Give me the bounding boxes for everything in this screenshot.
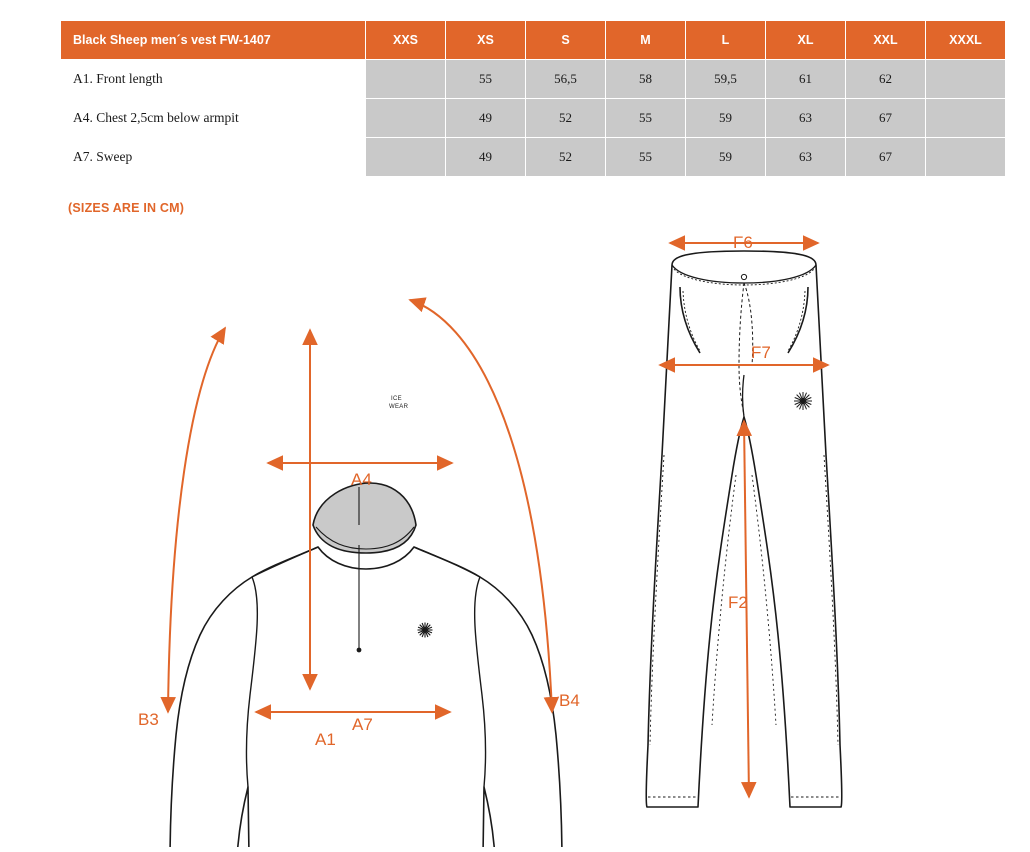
brand-name-line1: ICE xyxy=(391,396,402,402)
table-row xyxy=(61,99,1006,138)
measurement-value: 49 xyxy=(446,99,526,138)
label-b4: B4 xyxy=(559,691,580,710)
size-chart-table xyxy=(60,20,1006,177)
label-b3: B3 xyxy=(138,710,159,729)
measurement-value: 52 xyxy=(526,138,606,177)
measurement-label: A4. Chest 2,5cm below armpit xyxy=(61,99,366,138)
measurement-value xyxy=(926,99,1006,138)
units-note: (SIZES ARE IN CM) xyxy=(68,201,185,215)
label-f2: F2 xyxy=(728,593,748,612)
measurement-value xyxy=(926,60,1006,99)
brand-name-line2: WEAR xyxy=(389,404,409,410)
size-header-xl: XL xyxy=(766,21,846,60)
measurement-value xyxy=(366,60,446,99)
measurement-value: 55 xyxy=(606,138,686,177)
measurement-value: 59 xyxy=(686,99,766,138)
trousers-outline xyxy=(646,251,841,807)
diagram-svg xyxy=(0,225,1030,847)
collar-shape xyxy=(313,483,416,553)
size-header-xxl: XXL xyxy=(846,21,926,60)
measurement-diagrams xyxy=(0,225,1030,847)
measurement-value: 59 xyxy=(686,138,766,177)
measurement-value: 67 xyxy=(846,99,926,138)
label-a4: A4 xyxy=(351,470,372,489)
measurement-label: A7. Sweep xyxy=(61,138,366,177)
trousers-drawing xyxy=(646,251,841,807)
label-a7: A7 xyxy=(352,715,373,734)
measurement-value: 62 xyxy=(846,60,926,99)
label-f7: F7 xyxy=(751,343,771,362)
table-row xyxy=(61,60,1006,99)
size-header-l: L xyxy=(686,21,766,60)
size-header-xxxl: XXXL xyxy=(926,21,1006,60)
measurement-value: 49 xyxy=(446,138,526,177)
label-a1: A1 xyxy=(315,730,336,749)
size-header-m: M xyxy=(606,21,686,60)
zipper-pull xyxy=(357,648,362,653)
table-body xyxy=(61,60,1006,177)
measurement-value: 61 xyxy=(766,60,846,99)
measurement-value: 67 xyxy=(846,138,926,177)
measurement-value: 55 xyxy=(446,60,526,99)
measurement-value xyxy=(366,99,446,138)
measurement-value xyxy=(366,138,446,177)
body-outline xyxy=(170,547,562,847)
measurement-value: 58 xyxy=(606,60,686,99)
table-header-row xyxy=(61,21,1006,60)
size-header-xxs: XXS xyxy=(366,21,446,60)
measurement-value: 56,5 xyxy=(526,60,606,99)
product-title-cell: Black Sheep men´s vest FW-1407 xyxy=(61,21,366,60)
sweater-drawing xyxy=(170,483,562,847)
measurement-value: 63 xyxy=(766,138,846,177)
measurement-value: 59,5 xyxy=(686,60,766,99)
measurement-label: A1. Front length xyxy=(61,60,366,99)
measurement-value xyxy=(926,138,1006,177)
size-header-xs: XS xyxy=(446,21,526,60)
label-f6: F6 xyxy=(733,233,753,252)
trousers-brand-logo-icon xyxy=(794,392,812,410)
measurement-value: 52 xyxy=(526,99,606,138)
measurement-value: 55 xyxy=(606,99,686,138)
table-header xyxy=(61,21,1006,60)
size-header-s: S xyxy=(526,21,606,60)
table-row xyxy=(61,138,1006,177)
brand-logo-icon xyxy=(418,623,433,638)
measurement-value: 63 xyxy=(766,99,846,138)
